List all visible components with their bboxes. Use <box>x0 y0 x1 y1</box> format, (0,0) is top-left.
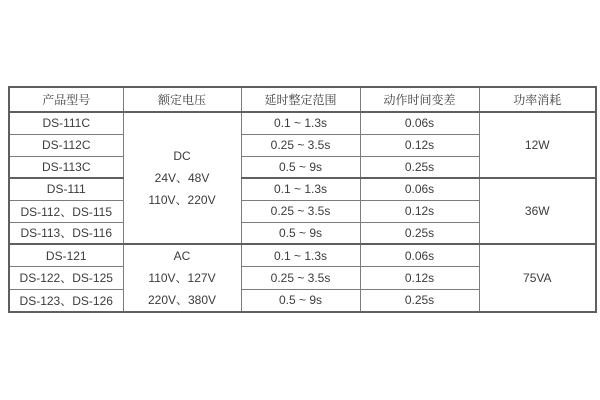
range-cell: 0.5 ~ 9s <box>241 222 360 244</box>
header-rated-voltage: 额定电压 <box>123 87 241 112</box>
voltage-line: 24V、48V <box>154 171 210 185</box>
model-cell: DS-111C <box>9 112 123 134</box>
table-row <box>9 112 596 134</box>
range-cell: 0.25 ~ 3.5s <box>241 200 360 222</box>
range-cell: 0.1 ~ 1.3s <box>241 112 360 134</box>
variation-cell: 0.12s <box>360 134 479 156</box>
range-cell: 0.25 ~ 3.5s <box>241 267 360 290</box>
power-cell: 12W <box>479 112 596 178</box>
voltage-line: 110V、220V <box>148 193 216 207</box>
model-cell: DS-113、DS-116 <box>9 222 123 244</box>
variation-cell: 0.06s <box>360 112 479 134</box>
spec-table-container <box>8 86 597 313</box>
range-cell: 0.1 ~ 1.3s <box>241 244 360 267</box>
range-cell: 0.1 ~ 1.3s <box>241 178 360 200</box>
model-cell: DS-122、DS-125 <box>9 267 123 290</box>
voltage-line: 110V、127V <box>148 271 216 285</box>
table-row <box>9 178 596 200</box>
model-cell: DS-123、DS-126 <box>9 289 123 312</box>
range-cell: 0.25 ~ 3.5s <box>241 134 360 156</box>
header-time-variation: 动作时间变差 <box>360 87 479 112</box>
variation-cell: 0.25s <box>360 289 479 312</box>
variation-cell: 0.25s <box>360 156 479 178</box>
range-cell: 0.5 ~ 9s <box>241 289 360 312</box>
variation-cell: 0.06s <box>360 178 479 200</box>
voltage-line: 220V、380V <box>147 293 217 307</box>
variation-cell: 0.25s <box>360 222 479 244</box>
voltage-cell-ac <box>123 244 241 312</box>
model-cell: DS-121 <box>9 244 123 267</box>
model-cell: DS-111 <box>9 178 123 200</box>
variation-cell: 0.12s <box>360 200 479 222</box>
range-cell: 0.5 ~ 9s <box>241 156 360 178</box>
model-cell: DS-112、DS-115 <box>9 200 123 222</box>
power-cell: 75VA <box>479 244 596 312</box>
variation-cell: 0.06s <box>360 244 479 267</box>
model-cell: DS-113C <box>9 156 123 178</box>
power-cell: 36W <box>479 178 596 244</box>
header-row <box>9 87 596 112</box>
voltage-line: DC <box>173 149 191 163</box>
variation-cell: 0.12s <box>360 267 479 290</box>
voltage-cell-dc <box>123 112 241 244</box>
header-product-model: 产品型号 <box>9 87 123 112</box>
table-row <box>9 244 596 267</box>
model-cell: DS-112C <box>9 134 123 156</box>
voltage-line: AC <box>173 249 191 263</box>
spec-table <box>8 86 597 313</box>
header-delay-range: 延时整定范围 <box>241 87 360 112</box>
header-power-consumption: 功率消耗 <box>479 87 596 112</box>
